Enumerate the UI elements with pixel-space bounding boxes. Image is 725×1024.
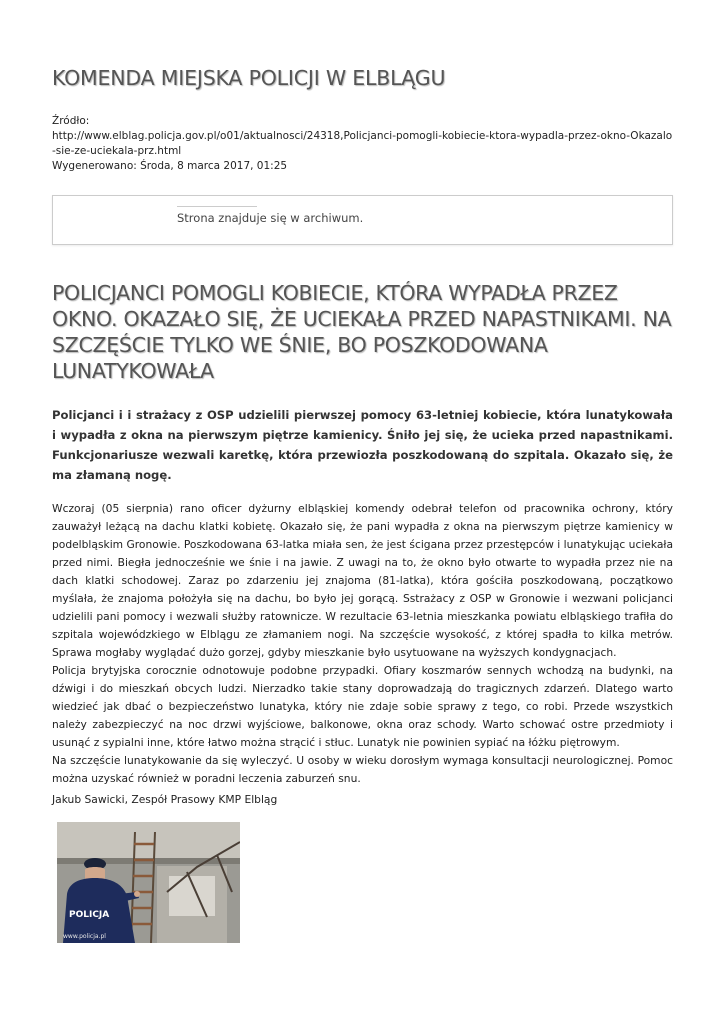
- archive-notice: [52, 195, 673, 245]
- source-meta: [52, 114, 673, 174]
- article-lead: Policjanci i i strażacy z OSP udzielili pierwszej pomocy 63-letniej kobiecie, która lunatykowała i wypadła z okna na pierwszym piętrze kamienicy. Śniło jej się, że ucieka przed napastnikami. Funkcjonariusze wezwali karetkę, która przewiozła poszkodowaną do szpitala. Okazało się, że ma złamaną nogę.: [52, 408, 673, 482]
- article-paragraph: Policja brytyjska corocznie odnotowuje podobne przypadki. Ofiary koszmarów sennych wchodzą na budynki, na dźwigi i do mieszkań obcych ludzi. Nierzadko takie stany doprowadzają do tragicznych zdarzeń. Dlatego warto wiedzieć jak dbać o bezpieczeństwo lunatyka, który nie zdaje sobie sprawy z tego, co robi. Przede wszystkich należy zabezpieczyć na noc drzwi wyjściowe, balkonowe, okna oraz schody. Warto schować ostre przedmioty i usunąć z sypialni inne, które łatwo można strącić i stłuc. Lunatyk nie powinien sypiać na łóżku piętrowym.: [52, 664, 673, 749]
- article-paragraph: Wczoraj (05 sierpnia) rano oficer dyżurny elbląskiej komendy odebrał telefon od pracownika ochrony, który zauważył leżącą na dachu klatki kobietę. Okazało się, że pani wypadła z okna na pierwszym piętrze kamienicy w podelbląskim Gronowie. Poszkodowana 63-latka miała sen, że jest ścigana przez przestępców i lunatykując uciekała przed nimi. Biegła jednocześnie we śnie i na jawie. Z uwagi na to, że okno było otwarte to wypadła przez nie na dach klatki schodowej. Zaraz po zdarzeniu jej znajoma (81-latka), która gościła poszkodowaną, początkowo myślała, że znajoma położyła się na dachu, bo było jej gorącą. Sstrażacy z OSP w Gronowie i wezwani policjanci udzielili pani pomocy i wezwali służby ratownicze. W rezultacie 63-letnia mieszkanka powiatu elbląskiego trafiła do szpitala wojewódzkiego w Elblągu ze złamaniem nogi. Na szczęście wysokość, z której spadła to kilka metrów. Sprawa mogłaby wyglądać dużo gorzej, gdyby mieszkanie było usytuowane na wyższych kondygnacjach.: [52, 502, 673, 659]
- photo-watermark: www.policja.pl: [63, 933, 106, 940]
- photo-vest-label: POLICJA: [69, 910, 110, 920]
- site-title: KOMENDA MIEJSKA POLICJI W ELBLĄGU: [52, 66, 446, 90]
- source-url[interactable]: http://www.elblag.policja.gov.pl/o01/aktualnosci/24318,Policjanci-pomogli-kobiecie-ktora-wypadla-przez-okno-Okazalo-sie-ze-uciekala-prz.html: [52, 130, 673, 157]
- source-label: Źródło:: [52, 115, 90, 127]
- article-headline: POLICJANCI POMOGLI KOBIECIE, KTÓRA WYPADŁA PRZEZ OKNO. OKAZAŁO SIĘ, ŻE UCIEKAŁA PRZED NAPASTNIKAMI. NA SZCZĘŚCIE TYLKO WE ŚNIE, BO POSZKODOWANA LUNATYKOWAŁA: [52, 281, 672, 383]
- article-photo: [57, 822, 240, 943]
- article-paragraph: Na szczęście lunatykowanie da się wyleczyć. U osoby w wieku dorosłym wymaga konsultacji neurologicznej. Pomoc można uzyskać również w poradni leczenia zaburzeń snu.: [52, 754, 673, 785]
- article-author: Jakub Sawicki, Zespół Prasowy KMP Elbląg: [52, 793, 278, 806]
- archive-divider: [177, 206, 257, 207]
- archive-text: Strona znajduje się w archiwum.: [177, 211, 364, 225]
- article-body: [52, 500, 673, 788]
- generated-date: Wygenerowano: Środa, 8 marca 2017, 01:25: [52, 160, 288, 172]
